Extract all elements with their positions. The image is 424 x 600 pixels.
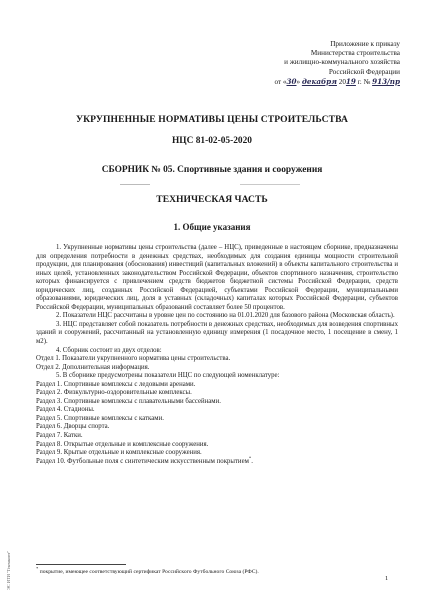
list-item: Отдел 1. Показатели укрупненного норматива цены строительства. — [36, 355, 231, 363]
list-item — [36, 455, 398, 467]
footnote-text: покрытие, имеющее соответствующий сертификат Российского Футбольного Союза (РФС). — [38, 569, 259, 575]
ncs-code: НЦС 81-02-05-2020 — [172, 136, 252, 146]
paragraph-5: 5. В сборнике предусмотрены показатели НЦС по следующей номенклатуре: — [56, 372, 280, 380]
paragraph-2: 2. Показатели НЦС рассчитаны в уровне цен по состоянию на 01.01.2020 для базового района (Московская область). — [56, 312, 395, 320]
footnote-mark: * — [36, 566, 39, 572]
list-item: Раздел 2. Физкультурно-оздоровительные комплексы. — [36, 389, 192, 397]
list-item-end: . — [251, 457, 253, 465]
scan-rule — [120, 184, 150, 185]
paragraph-4: 4. Сборник состоит из двух отделов: — [56, 346, 162, 354]
list-item: Раздел 6. Дворцы спорта. — [36, 423, 110, 431]
date-mid: » — [296, 77, 302, 86]
approval-line-3: и жилищно-коммунального хозяйства — [284, 58, 400, 67]
date-year: 19 — [345, 76, 356, 86]
date-month: декабря — [301, 76, 337, 86]
footnote-divider — [36, 564, 126, 565]
date-prefix: от « — [274, 77, 287, 86]
list-item: Раздел 9. Крытые отдельные и комплексные сооружения. — [36, 449, 202, 457]
list-item-text: Раздел 10. Футбольные поля с синтетическим искусственным покрытием — [36, 457, 249, 465]
date-day: 30 — [286, 76, 297, 86]
document-body — [36, 244, 398, 466]
approval-block — [210, 40, 400, 87]
list-item: Раздел 3. Спортивные комплексы с плавательными бассейнами. — [36, 397, 221, 405]
date-year-prefix: 20 — [336, 77, 346, 86]
list-item: Отдел 2. Дополнительная информация. — [36, 363, 150, 371]
approval-date-line — [210, 77, 400, 87]
document-title: УКРУПНЕННЫЕ НОРМАТИВЫ ЦЕНЫ СТРОИТЕЛЬСТВА — [75, 114, 349, 125]
approval-line-4: Российской Федерации — [328, 67, 400, 76]
footnote-marker: * — [248, 455, 252, 461]
list-item: Раздел 7. Катки. — [36, 432, 83, 440]
paragraph-1: 1. Укрупненные нормативы цены строительства (далее – НЦС), приведенные в настоящем сборнике, предназначены для определения потребности в денежных средствах, необходимых для создания единицы мощности строительной продукции, для планирования (обоснования) инвестиций (капитальных вложений) в объекты капитального строительства и иных целей, установленных законодательством Российской Федерации, объектов спортивного назначения, строительство которых финансируется с привлечением средств бюджетов бюджетной системы Российской Федерации, средств юридических лиц, созданных Российской Федерацией, субъектами Российской Федерации, муниципальными образованиями, юридических лиц, доля в уставных (складочных) капиталах которых Российской Федерации, субъектов Российской Федерации, муниципальных образований составляет более 50 процентов. — [36, 244, 398, 311]
approval-line-1: Приложение к приказу — [330, 40, 400, 48]
collection-title: СБОРНИК № 05. Спортивные здания и сооружения — [101, 165, 323, 175]
list-item: Раздел 4. Стадионы. — [36, 406, 95, 414]
footnote — [36, 566, 376, 576]
paragraph-3: 3. НЦС представляет собой показатель потребности в денежных средствах, необходимых для возведения спортивных зданий и сооружений, рассчитанный на установленную единицу измерения (1 посадочное место, 1 посещение в смену, 1 м2). — [36, 320, 398, 346]
approval-line-2: Министерства строительства — [310, 49, 400, 58]
subsection-title: 1. Общие указания — [173, 222, 251, 232]
list-item: Раздел 5. Спортивные комплексы с катками. — [36, 414, 164, 422]
list-item: Раздел 1. Спортивные комплексы с ледовыми аренами. — [36, 380, 196, 388]
page-number: 1 — [385, 575, 389, 582]
side-stamp: ЭС ИТИ "Гектаконт" — [6, 550, 11, 590]
scan-rule — [240, 184, 300, 185]
date-after-year: г. № — [355, 77, 373, 86]
section-title: ТЕХНИЧЕСКАЯ ЧАСТЬ — [156, 194, 268, 205]
order-number: 913/пр — [372, 76, 400, 86]
list-item: Раздел 8. Открытые отдельные и комплексные сооружения. — [36, 440, 209, 448]
